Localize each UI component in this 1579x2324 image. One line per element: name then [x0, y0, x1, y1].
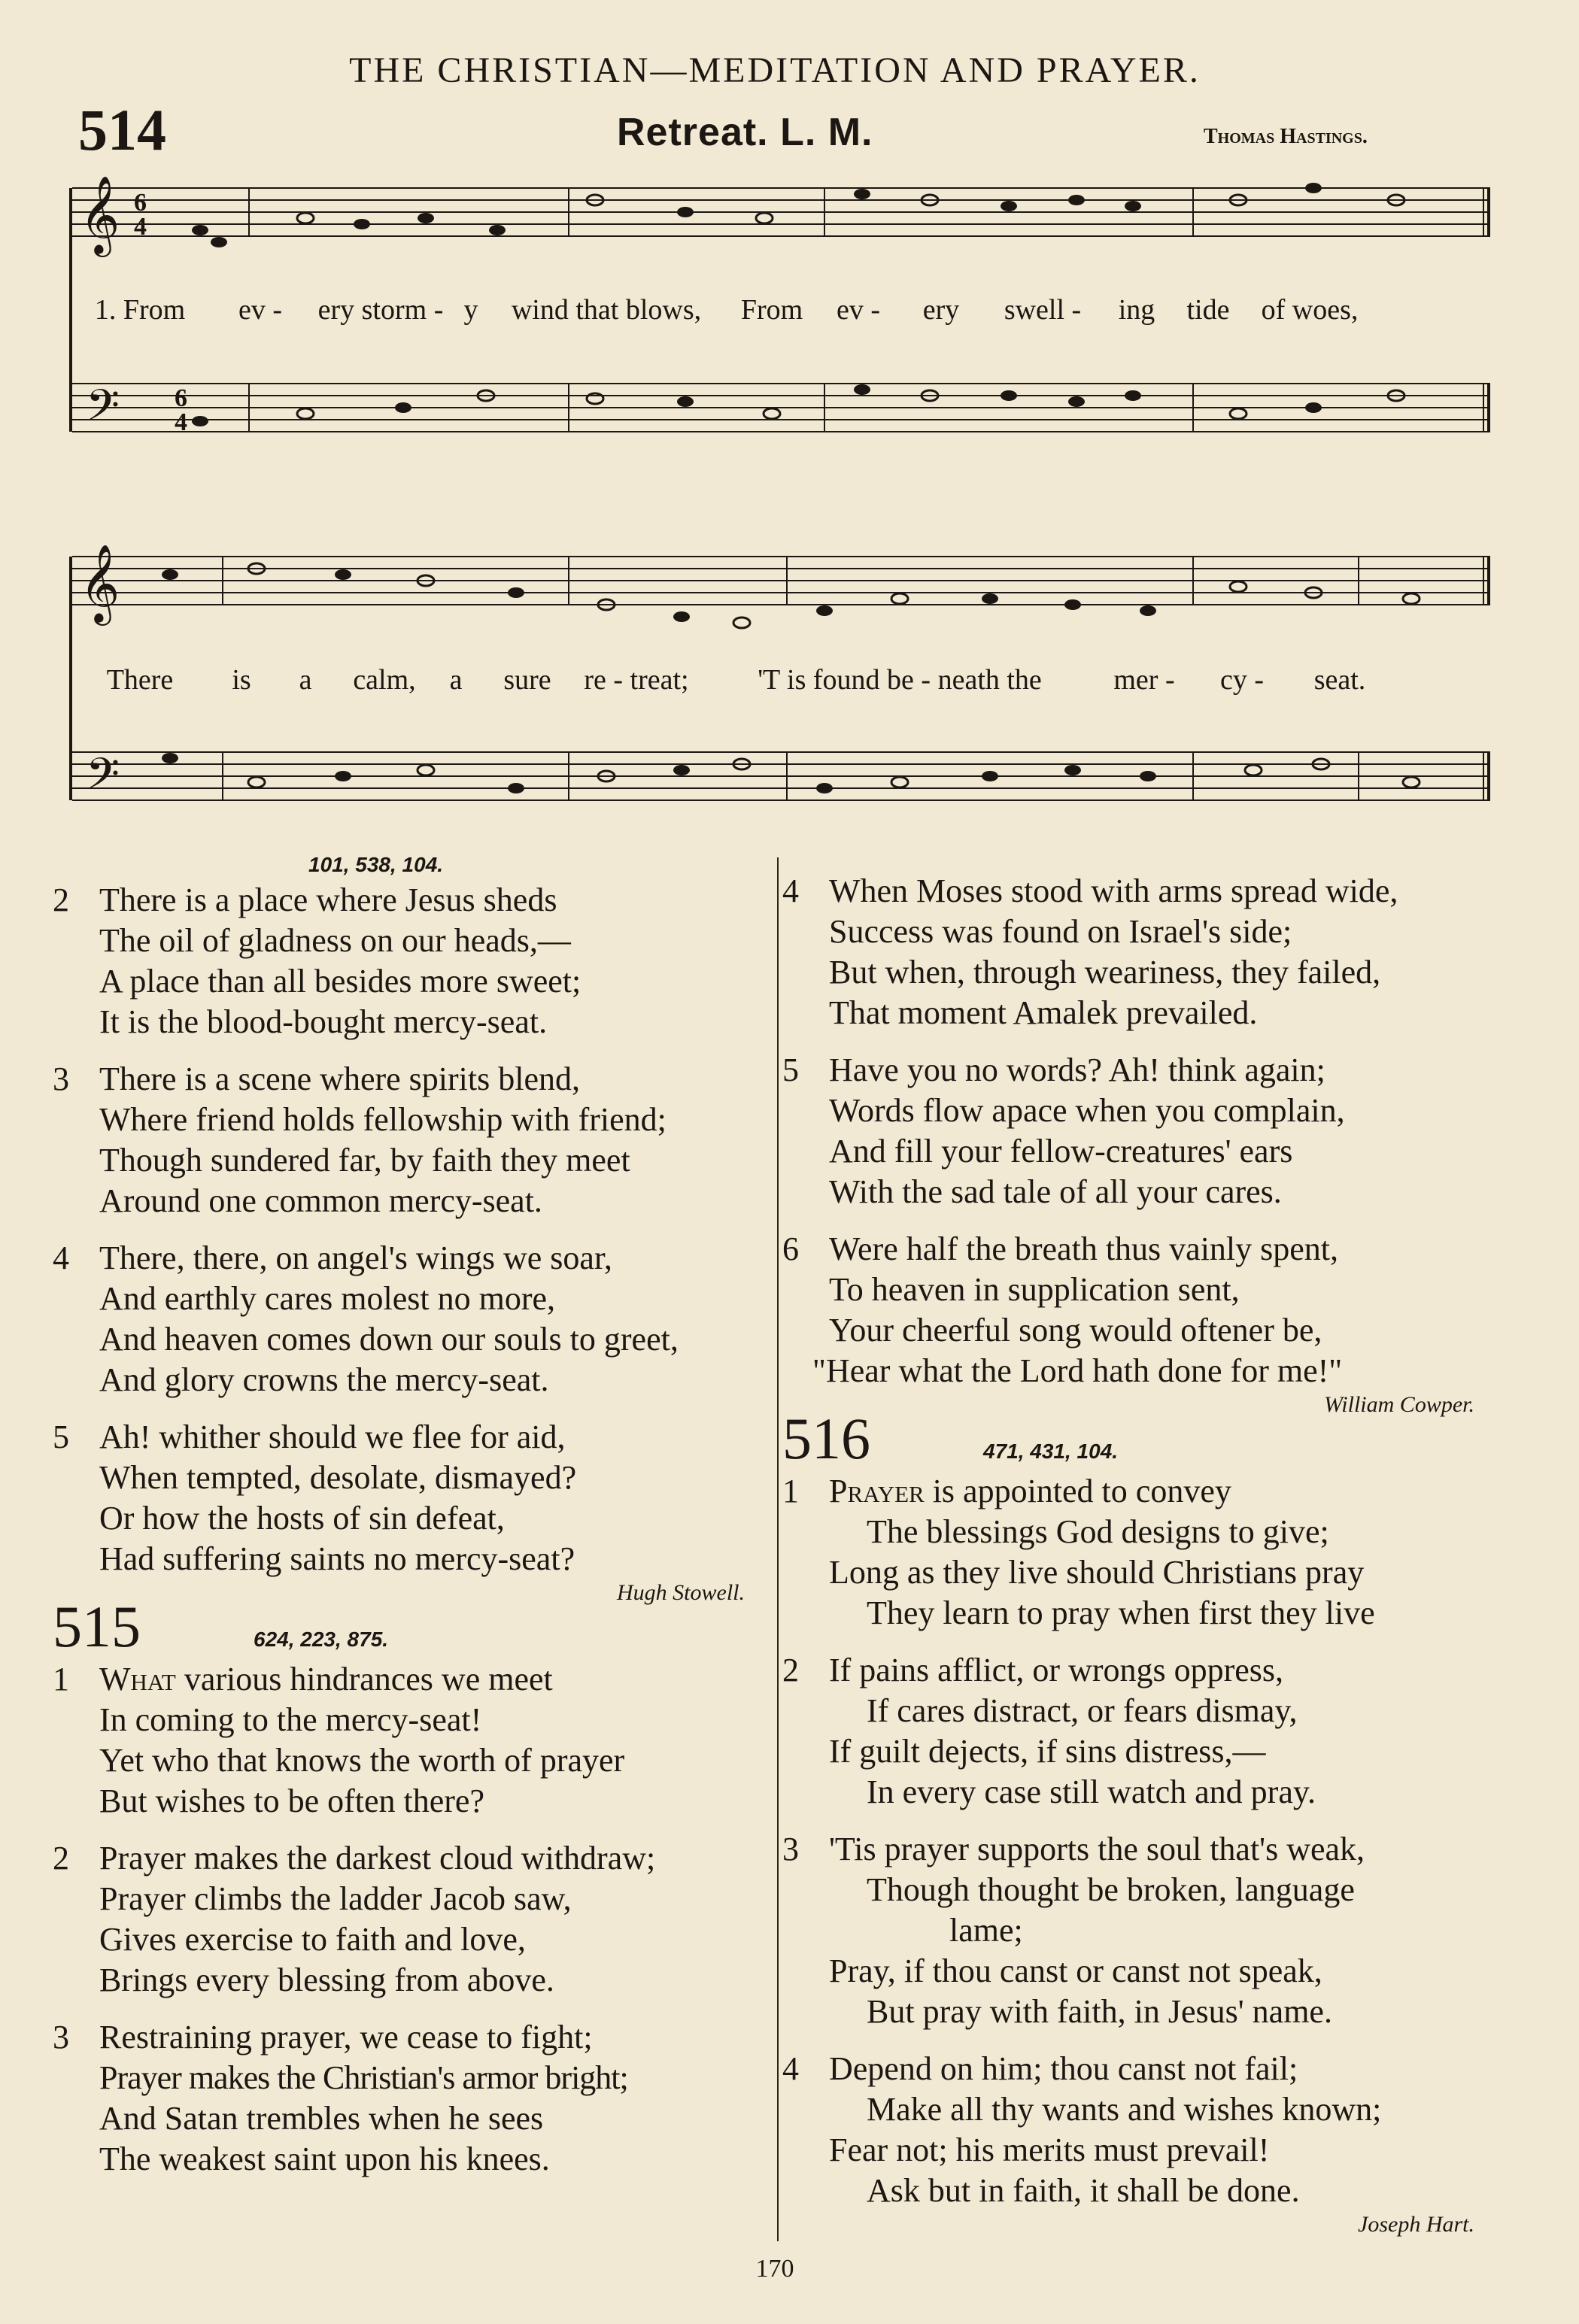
hymn-number-515: 515 [53, 1594, 141, 1659]
svg-text:𝄞: 𝄞 [80, 175, 120, 254]
lyrics-line-1: 1. From ev - ery storm - y wind that blows, From ev - ery swell - ing tide of woes, [94, 294, 1359, 326]
hymn-515-author: William Cowper. [1323, 1392, 1474, 1417]
stanza-516-2: 2 If pains afflict, or wrongs oppress, If cares distract, or fears dismay, If guilt dejects, if sins distress,— In every case still watch and pray. [782, 1652, 1316, 1810]
svg-text:6: 6 [175, 384, 187, 412]
stanza-516-3: 3 'Tis prayer supports the soul that's weak, Though thought be broken, language lame; Pray, if thou canst or canst not speak, But pray with faith, in Jesus' name. [782, 1831, 1365, 2030]
stanza-516-4: 4 Depend on him; thou canst not fail; Make all thy wants and wishes known; Fear not; his merits must prevail! Ask but in faith, it shall be done. [782, 2050, 1382, 2209]
hymn-516-refs: 471, 431, 104. [983, 1440, 1119, 1463]
stanza-515-6: 6 Were half the breath thus vainly spent, To heaven in supplication sent, Your cheerful song would oftener be, "Hear what the Lord hath done for me!" [782, 1230, 1343, 1389]
svg-text:4: 4 [134, 213, 147, 241]
music-system-2 [65, 542, 1494, 827]
stanza-515-4: 4 When Moses stood with arms spread wide, Success was found on Israel's side; But when, through weariness, they failed, That moment Amalek prevailed. [782, 872, 1398, 1031]
page-number: 170 [755, 2255, 794, 2283]
stanza-515-5: 5 Have you no words? Ah! think again; Words flow apace when you complain, And fill your fellow-creatures' ears With the sad tale of all your cares. [782, 1051, 1345, 1210]
stanza-514-2: 2 There is a place where Jesus sheds The oil of gladness on our heads,— A place than all besides more sweet; It is the blood-bought mercy-seat. [53, 881, 581, 1040]
stanza-515-1: 1 What various hindrances we meet In coming to the mercy-seat! Yet who that knows the worth of prayer But wishes to be often there? [53, 1661, 625, 1819]
svg-text:𝄞: 𝄞 [80, 544, 120, 623]
stanza-516-1: 1 Prayer is appointed to convey The blessings God designs to give; Long as they live should Christians pray They learn to pray when first they live [782, 1473, 1375, 1631]
hymn-number-514: 514 [78, 97, 166, 162]
tune-title: Retreat. L. M. [617, 111, 873, 154]
hymn-514-author: Hugh Stowell. [617, 1580, 745, 1605]
stanza-515-2: 2 Prayer makes the darkest cloud withdraw; Prayer climbs the ladder Jacob saw, Gives exercise to faith and love, Brings every blessing from above. [53, 1840, 656, 1998]
hymn-number-516: 516 [782, 1406, 870, 1471]
stanza-515-3: 3 Restraining prayer, we cease to fight; Prayer makes the Christian's armor bright; And Satan trembles when he sees The weakest saint upon his knees. [53, 2019, 628, 2177]
left-column [53, 850, 775, 2196]
composer: Thomas Hastings. [1204, 125, 1368, 148]
right-column [782, 871, 1505, 2238]
svg-text:4: 4 [175, 408, 187, 436]
hymn-516-author: Joseph Hart. [1358, 2212, 1474, 2237]
svg-text:𝄢: 𝄢 [86, 380, 120, 441]
column-divider [777, 857, 779, 2241]
lyrics-line-2: There is a calm, a sure re - treat; 'T is found be - neath the mer - cy - seat. [106, 664, 1366, 696]
stanza-514-5: 5 Ah! whither should we flee for aid, When tempted, desolate, dismayed? Or how the hosts of sin defeat, Had suffering saints no mercy-seat? [53, 1418, 577, 1577]
hymn-514-refs: 101, 538, 104. [308, 853, 444, 876]
hymn-516-header [782, 1406, 1505, 1471]
music-system-1 [65, 173, 1494, 459]
hymn-515-refs: 624, 223, 875. [254, 1628, 389, 1651]
svg-text:6: 6 [134, 189, 147, 217]
stanza-514-4: 4 There, there, on angel's wings we soar, And earthly cares molest no more, And heaven comes down our souls to greet, And glory crowns the mercy-seat. [53, 1239, 679, 1398]
running-head: THE CHRISTIAN—MEDITATION AND PRAYER. [349, 50, 1201, 90]
hymn-515-header [53, 1594, 775, 1659]
stanza-514-3: 3 There is a scene where spirits blend, Where friend holds fellowship with friend; Though sundered far, by faith they meet Around one common mercy-seat. [53, 1060, 667, 1219]
svg-text:𝄢: 𝄢 [86, 748, 120, 810]
